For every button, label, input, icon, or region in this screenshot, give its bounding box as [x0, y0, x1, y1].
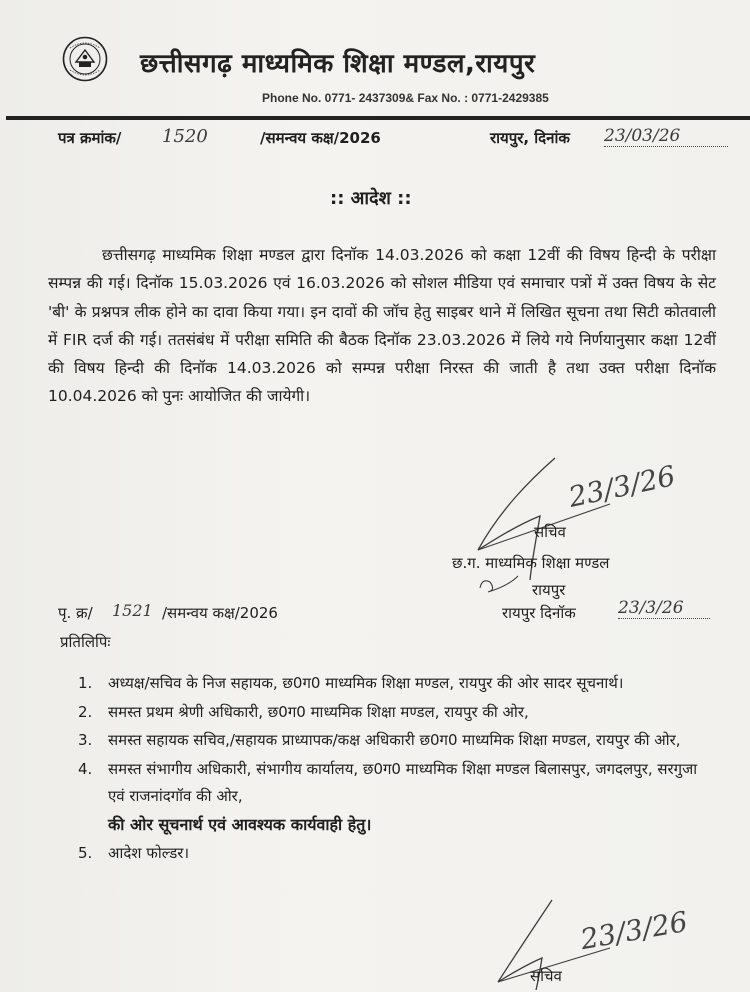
- organization-name: छत्तीसगढ़ माध्यमिक शिक्षा मण्डल,रायपुर: [140, 49, 536, 79]
- cc-item-text: आदेश फोल्डर।: [108, 844, 190, 862]
- board-seal-icon: [62, 36, 108, 82]
- copy-ref-date: 23/3/26: [618, 598, 710, 619]
- cc-action-note: की ओर सूचनार्थ एवं आवश्यक कार्यवाही हेतु।: [108, 814, 372, 834]
- cc-item: [78, 756, 698, 840]
- signatory-city: रायपुर: [532, 581, 566, 599]
- cc-item-number: 3.: [78, 731, 93, 749]
- cc-item: [78, 840, 698, 868]
- cc-item: [78, 699, 698, 727]
- cc-item-number: 4.: [78, 759, 93, 778]
- cc-item-number: 5.: [78, 844, 93, 862]
- cc-item-text: अध्यक्ष/सचिव के निज सहायक, छ0ग0 माध्यमिक शिक्षा मण्डल, रायपुर की ओर सादर सूचनार्थ।: [108, 674, 624, 692]
- date-label: रायपुर, दिनांक: [490, 129, 570, 147]
- copy-date-label: रायपुर दिनॉक: [502, 604, 576, 622]
- copy-ref-section: /समन्वय कक्ष/2026: [162, 604, 278, 622]
- reference-date: 23/03/26: [604, 126, 728, 147]
- cc-item: [78, 727, 698, 755]
- signature-2-date: 23/3/26: [577, 904, 690, 957]
- order-title: :: आदेश ::: [330, 188, 412, 209]
- cc-item: [78, 670, 698, 698]
- cc-item-text: समस्त प्रथम श्रेणी अधिकारी, छ0ग0 माध्यमिक शिक्षा मण्डल, रायपुर की ओर,: [108, 702, 529, 721]
- cc-item-number: 1.: [78, 674, 93, 692]
- cc-item-text: समस्त सहायक सचिव,/सहायक प्राध्यापक/कक्ष अधिकारी छ0ग0 माध्यमिक शिक्षा मण्डल, रायपुर की ओर,: [108, 731, 681, 749]
- order-body: [48, 241, 716, 411]
- cc-item-text: समस्त संभागीय अधिकारी, संभागीय कार्यालय, छ0ग0 माध्यमिक शिक्षा मण्डल बिलासपुर, जगदलपुर, सरगुजा एवं राजनांदगॉव की ओर,: [108, 759, 698, 805]
- contact-info: Phone No. 0771- 2437309& Fax No. : 0771-2429385: [262, 91, 549, 105]
- reference-section: /समन्वय कक्ष/2026: [260, 129, 381, 147]
- copy-ref-number: 1521: [112, 601, 153, 620]
- reference-number: 1520: [162, 126, 208, 147]
- signature-1: [460, 440, 730, 600]
- header-divider: [6, 116, 750, 120]
- signatory-office: छ.ग. माध्यमिक शिक्षा मण्डल: [452, 554, 610, 572]
- cc-item-number: 2.: [78, 702, 93, 721]
- signatory-2-designation: सचिव: [530, 967, 562, 985]
- copy-ref-label: पृ. क्र/: [58, 604, 93, 622]
- signature-1-date: 23/3/26: [565, 459, 679, 514]
- order-paragraph: छत्तीसगढ़ माध्यमिक शिक्षा मण्डल द्वारा दिनॉक 14.03.2026 को कक्षा 12वीं की विषय हिन्दी के परीक्षा सम्पन्न की गई। दिनॉक 15.03.2026 एवं 16.03.2026 को सोशल मीडिया एवं समाचार पत्रों में उक्त विषय के सेट 'बी' के प्रश्नपत्र लीक होने का दावा किया गया। इन दावों की जॉच हेतु साइबर थाने में लिखित सूचना तथा सिटी कोतवाली में FIR दर्ज की गई। ततसंबंध में परीक्षा समिति की बैठक दिनॉक 23.03.2026 में लिये गये निर्णयानुसार कक्षा 12वीं की विषय हिन्दी की दिनॉक 14.03.2026 को सम्पन्न परीक्षा निरस्त की जाती है तथा उक्त परीक्षा दिनॉक 10.04.2026 को पुनः आयोजित की जायेगी।: [48, 246, 716, 406]
- reference-label: पत्र क्रमांक/: [58, 129, 122, 147]
- signatory-designation: सचिव: [534, 523, 566, 541]
- cc-heading: प्रतिलिपिः: [60, 633, 111, 651]
- cc-list: [78, 670, 698, 869]
